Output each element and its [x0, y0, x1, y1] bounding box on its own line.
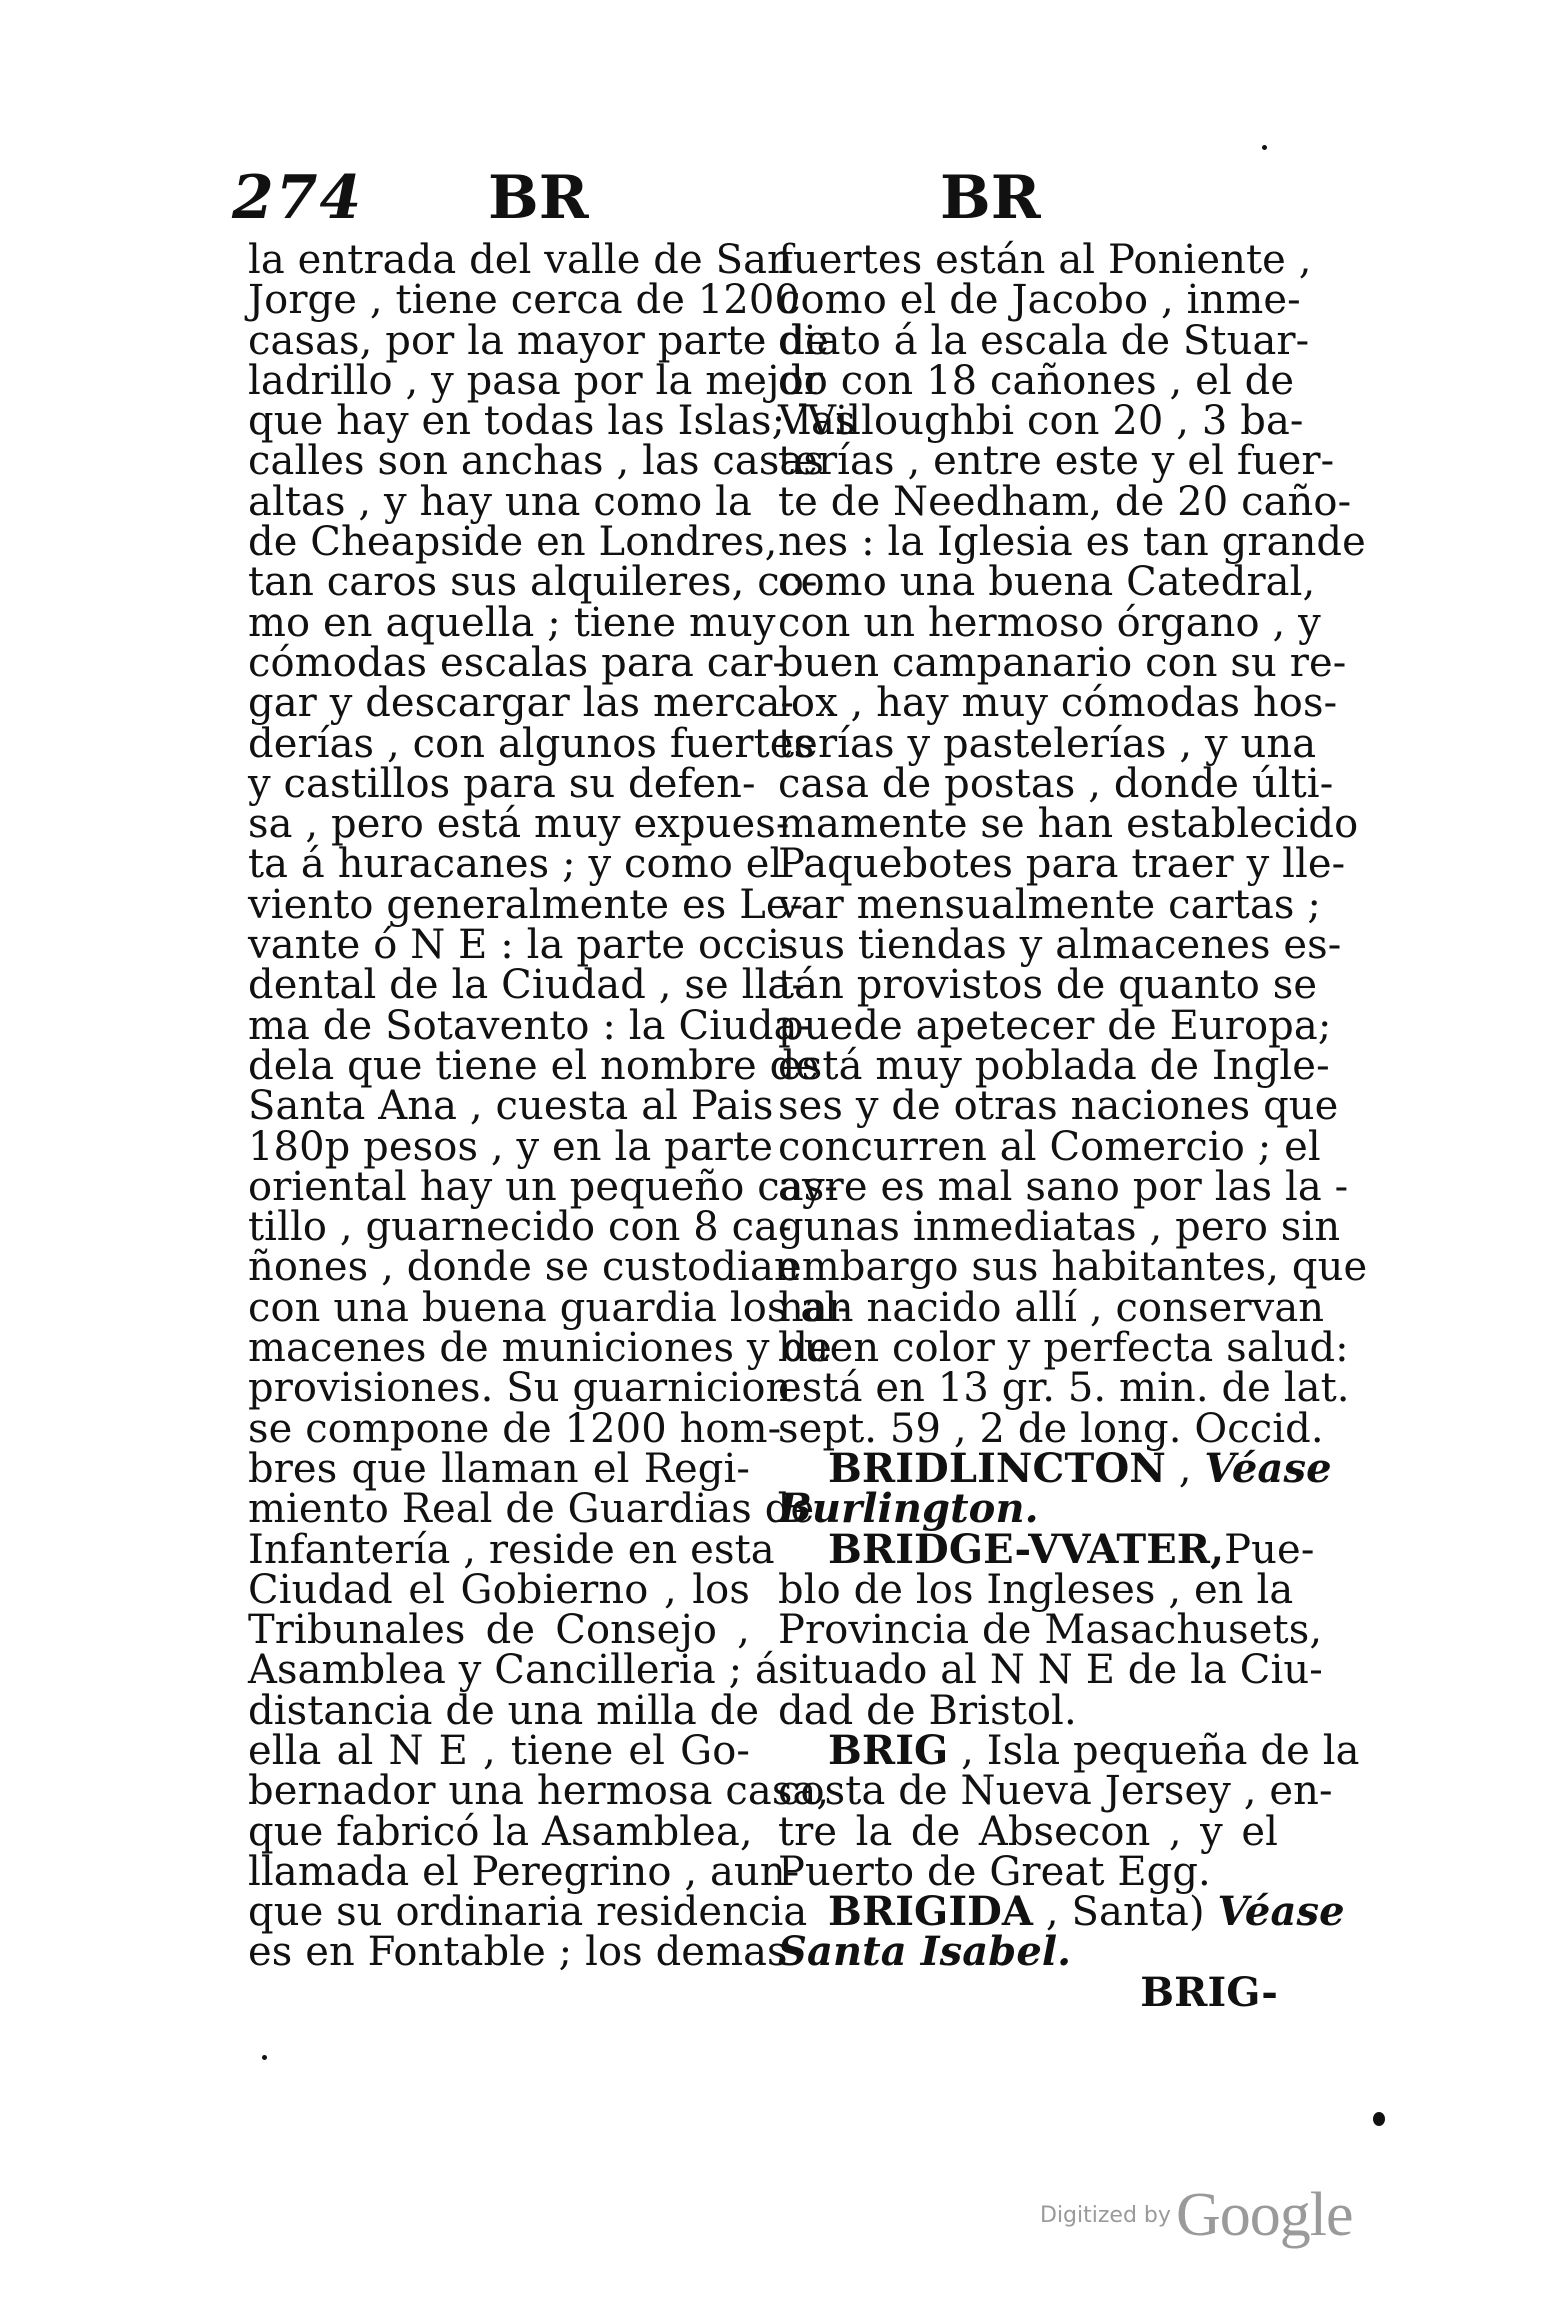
print-speck	[262, 2055, 267, 2060]
text-line: altas , y hay una como la	[248, 478, 752, 525]
text-line: ella al N E , tiene el Go-	[248, 1727, 750, 1774]
text-line: Provincia de Masachusets,	[778, 1607, 1323, 1654]
text-line: Jorge , tiene cerca de 1200	[248, 277, 800, 324]
text-line: tre la de Absecon , y el	[778, 1808, 1278, 1855]
print-speck	[1262, 145, 1267, 150]
text-line: mo en aquella ; tiene muy	[248, 599, 776, 646]
entry-text: , Santa)	[1033, 1889, 1218, 1936]
text-line: terías y pastelerías , y una	[778, 720, 1317, 767]
text-line: cómodas escalas para car-	[248, 639, 787, 686]
text-line: tillo , guarnecido con 8 ca-	[248, 1204, 792, 1251]
text-line: que hay en todas las Islas; las	[248, 398, 856, 445]
digitized-by-text: Digitized by	[1040, 2203, 1171, 2228]
text-line: buen campanario con su re-	[778, 639, 1347, 686]
text-line: distancia de una milla de	[248, 1687, 760, 1734]
text-line: es en Fontable ; los demas	[248, 1929, 788, 1976]
text-line: dela que tiene el nombre de	[248, 1042, 820, 1089]
text-line: Asamblea y Cancilleria ; á	[248, 1647, 779, 1694]
cross-reference: Santa Isabel.	[778, 1928, 1072, 1976]
text-line: 180p pesos , y en la parte	[248, 1123, 773, 1170]
text-line: sept. 59 , 2 de long. Occid.	[778, 1405, 1324, 1452]
page-number: 274	[232, 163, 364, 233]
text-line: está muy poblada de Ingle-	[778, 1042, 1330, 1089]
running-head-right: BR	[940, 163, 1041, 233]
text-line: dad de Bristol.	[778, 1687, 1077, 1734]
text-line: casas, por la mayor parte de	[248, 317, 829, 364]
text-line: ses y de otras naciones que	[778, 1083, 1339, 1130]
text-line: tán provistos de quanto se	[778, 962, 1318, 1009]
text-line: ta á huracanes ; y como el	[248, 841, 783, 888]
headword: BRIDGE-VVATER,	[828, 1525, 1225, 1573]
text-line: ñones , donde se custodian	[248, 1244, 800, 1291]
text-line: miento Real de Guardias de	[248, 1486, 815, 1533]
google-logo: Google	[1176, 2181, 1353, 2249]
text-line: mamente se han establecido	[778, 801, 1359, 848]
text-line: ayre es mal sano por las la -	[778, 1163, 1349, 1210]
text-line: nes : la Iglesia es tan grande	[778, 519, 1366, 566]
text-line: vante ó N E : la parte occi-	[248, 922, 794, 969]
text-line: se compone de 1200 hom-	[248, 1405, 782, 1452]
text-line: macenes de municiones y de	[248, 1325, 832, 1372]
text-line: sus tiendas y almacenes es-	[778, 922, 1342, 969]
text-line: Ciudad el Gobierno , los	[248, 1566, 750, 1613]
cross-reference: Burlington.	[778, 1485, 1039, 1533]
text-line: oriental hay un pequeño cas-	[248, 1163, 838, 1210]
text-line: VVilloughbi con 20 , 3 ba-	[778, 398, 1304, 445]
headword: BRIDLINCTON	[828, 1444, 1166, 1492]
text-line: y castillos para su defen-	[248, 760, 756, 807]
text-line: de Cheapside en Londres,	[248, 519, 778, 566]
text-line: var mensualmente cartas ;	[778, 881, 1321, 928]
text-line: bres que llaman el Regi-	[248, 1445, 750, 1492]
see-reference: Véase	[1217, 1888, 1345, 1936]
text-line: ma de Sotavento : la Ciuda-	[248, 1002, 812, 1049]
text-line: Paquebotes para traer y lle-	[778, 841, 1346, 888]
text-line: que su ordinaria residencia	[248, 1889, 808, 1936]
cross-reference-line	[778, 1928, 1278, 1976]
text-line: casa de postas , donde últi-	[778, 760, 1334, 807]
text-line: buen color y perfecta salud:	[778, 1325, 1349, 1372]
text-line: embargo sus habitantes, que	[778, 1244, 1368, 1291]
text-line: Infantería , reside en esta	[248, 1526, 775, 1573]
text-line: concurren al Comercio ; el	[778, 1123, 1321, 1170]
google-watermark	[1040, 2180, 1353, 2251]
text-line: lox , hay muy cómodas hos-	[778, 680, 1338, 727]
text-line: como una buena Catedral,	[778, 559, 1316, 606]
text-line: con una buena guardia los al-	[248, 1284, 851, 1331]
text-line: diato á la escala de Stuar-	[778, 317, 1310, 364]
text-line: bernador una hermosa casa,	[248, 1768, 830, 1815]
text-line: derías , con algunos fuertes	[248, 720, 815, 767]
text-line: te de Needham, de 20 caño-	[778, 478, 1352, 525]
cross-reference-line	[778, 1485, 1278, 1533]
right-column	[778, 237, 1368, 2016]
text-line: Tribunales de Consejo ,	[248, 1607, 750, 1654]
headword: BRIGIDA	[828, 1888, 1034, 1936]
text-line: ladrillo , y pasa por la mejor	[248, 357, 823, 404]
text-line: con un hermoso órgano , y	[778, 599, 1321, 646]
text-line: terías , entre este y el fuer-	[778, 438, 1335, 485]
text-line: costa de Nueva Jersey , en-	[778, 1768, 1333, 1815]
entry-bridge-vvater	[778, 1525, 1315, 1573]
text-line: Santa Ana , cuesta al Pais	[248, 1083, 774, 1130]
text-line: gunas inmediatas , pero sin	[778, 1204, 1341, 1251]
text-line: está en 13 gr. 5. min. de lat.	[778, 1365, 1350, 1412]
text-line: la entrada del valle de San	[248, 237, 793, 283]
text-line: calles son anchas , las casas	[248, 438, 825, 485]
text-line: sa , pero está muy expues-	[248, 801, 790, 848]
entry-brig	[778, 1726, 1360, 1774]
entry-text: , Isla pequeña de la	[948, 1727, 1360, 1774]
separator: ,	[1165, 1445, 1205, 1492]
print-speck	[1373, 2112, 1385, 2126]
text-line: tan caros sus alquileres, co-	[248, 559, 818, 606]
text-line: puede apetecer de Europa;	[778, 1002, 1332, 1049]
text-line: han nacido allí , conservan	[778, 1284, 1325, 1331]
catchword: BRIG-	[1140, 1968, 1278, 2016]
text-line: fuertes están al Poniente ,	[778, 237, 1312, 283]
text-line: provisiones. Su guarnicion	[248, 1365, 792, 1412]
text-line: situado al N N E de la Ciu-	[778, 1647, 1323, 1694]
text-line: llamada el Peregrino , aun-	[248, 1848, 800, 1895]
text-line: dental de la Ciudad , se lla-	[248, 962, 805, 1009]
entry-brigida	[778, 1888, 1345, 1936]
headword: BRIG	[828, 1726, 949, 1774]
text-line: Puerto de Great Egg.	[778, 1848, 1211, 1895]
text-line: do con 18 cañones , el de	[778, 357, 1295, 404]
entry-bridlincton	[778, 1444, 1332, 1492]
text-line: que fabricó la Asamblea,	[248, 1808, 753, 1855]
running-head-left: BR	[488, 163, 589, 233]
left-column	[248, 237, 856, 1976]
text-line: blo de los Ingleses , en la	[778, 1566, 1294, 1613]
entry-text: Pue-	[1224, 1526, 1315, 1573]
text-line: viento generalmente es Le-	[248, 881, 804, 928]
text-line: como el de Jacobo , inme-	[778, 277, 1301, 324]
see-reference: Véase	[1204, 1444, 1332, 1492]
text-line: gar y descargar las merca-	[248, 680, 795, 727]
